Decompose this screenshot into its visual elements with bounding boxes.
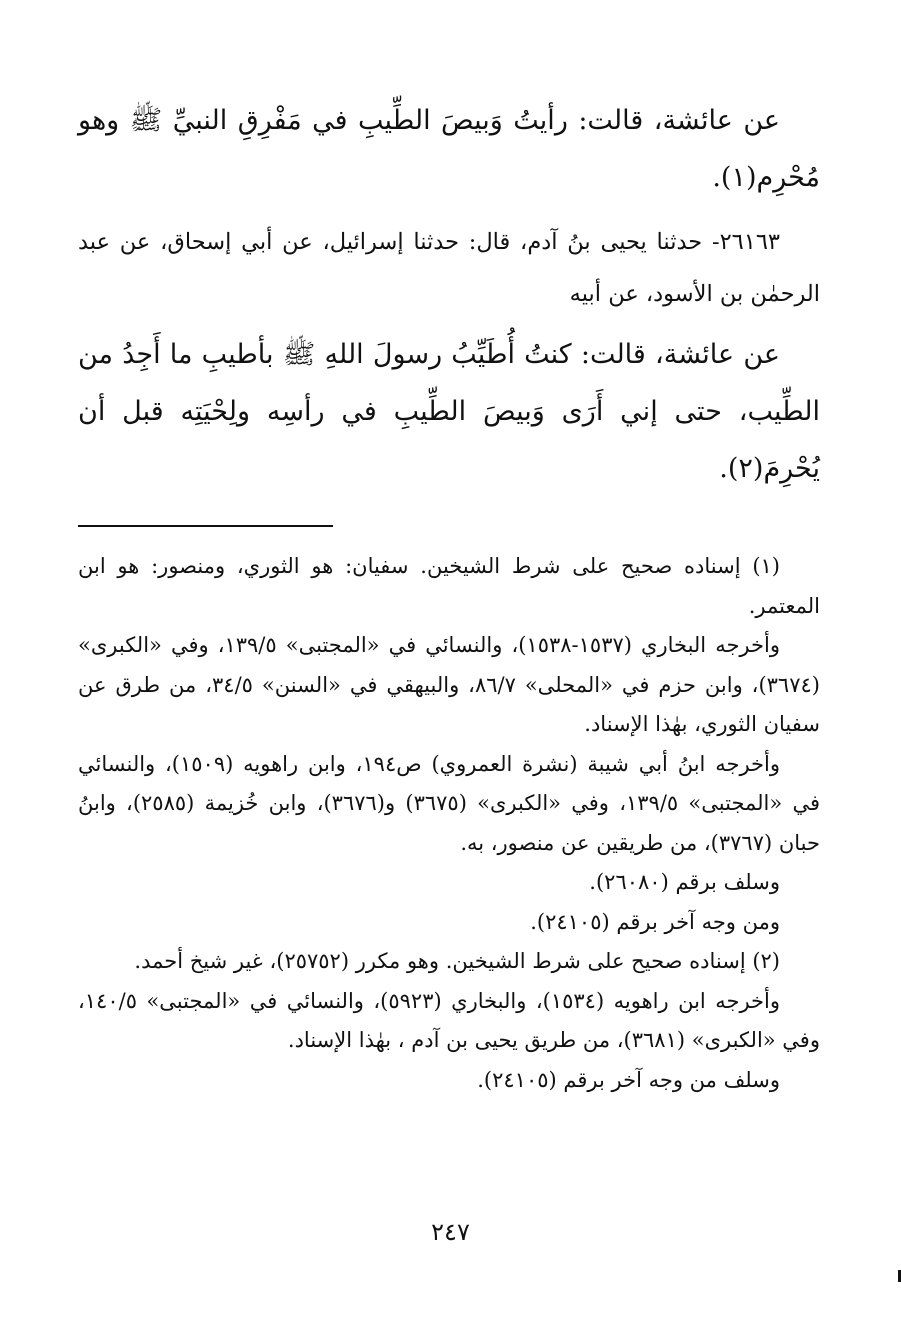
footnote-paragraph: ومن وجه آخر برقم (٢٤١٠٥). — [530, 909, 780, 934]
page-number: ٢٤٧ — [431, 1218, 470, 1246]
footnote-paragraph: وأخرجه البخاري (١٥٣٧-١٥٣٨)، والنسائي في «المجتبى» ١٣٩/٥، وفي «الكبرى» (٣٦٧٤)، وابن حزم في «المحلى» ٨٦/٧، والبيهقي في «السنن» ٣٤/٥، من طرق عن سفيان الثوري، بهٰذا الإسناد. — [78, 633, 820, 736]
hadith-text: عن عائشة، قالت: كنتُ أُطَيِّبُ رسولَ اللهِ ﷺ بأطيبِ ما أَجِدُ من الطِّيب، حتى إني أَرَى وَبيصَ الطِّيبِ في رأسِه ولِحْيَتِه قبل أن يُحْرِمَ(٢). — [78, 339, 820, 484]
footnote-paragraph: (٢) إسناده صحيح على شرط الشيخين. وهو مكرر (٢٥٧٥٢)، غير شيخ أحمد. — [134, 949, 780, 973]
page-content — [78, 92, 820, 1100]
footnote-divider — [78, 525, 333, 527]
hadith-text: عن عائشة، قالت: رأيتُ وَبيصَ الطِّيبِ في مَفْرِقِ النبيِّ ﷺ وهو مُحْرِم(١). — [78, 105, 820, 193]
footnote-paragraph: وسلف برقم (٢٦٠٨٠). — [589, 870, 780, 894]
isnad-chain: ٢٦١٦٣- حدثنا يحيى بنُ آدم، قال: حدثنا إسرائيل، عن أبي إسحاق، عن عبد الرحمٰن بن الأسود، عن أبيه — [78, 229, 820, 307]
footnotes — [78, 547, 820, 1100]
footnote-paragraph: وأخرجه ابنُ أبي شيبة (نشرة العمروي) ص١٩٤، وابن راهويه (١٥٠٩)، والنسائي في «المجتبى» ١٣٩/٥، وفي «الكبرى» (٣٦٧٥) و(٣٦٧٦)، وابن خُزيمة (٢٥٨٥)، وابنُ حبان (٣٧٦٧)، من طريقين عن منصور، به. — [78, 751, 821, 855]
footnote-paragraph: وسلف من وجه آخر برقم (٢٤١٠٥). — [477, 1067, 780, 1092]
footnote-paragraph: (١) إسناده صحيح على شرط الشيخين. سفيان: هو الثوري، ومنصور: هو ابن المعتمر. — [78, 554, 820, 618]
footnote-paragraph: وأخرجه ابن راهويه (١٥٣٤)، والبخاري (٥٩٢٣)، والنسائي في «المجتبى» ١٤٠/٥، وفي «الكبرى» (٣٦٨١)، من طريق يحيى بن آدم ، بهٰذا الإسناد. — [78, 988, 820, 1052]
main-text — [78, 92, 820, 497]
